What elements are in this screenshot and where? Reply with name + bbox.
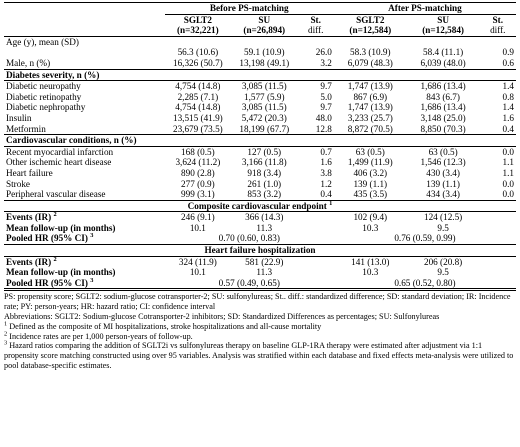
cell: 102 (9.4) [334,212,407,223]
cell [480,212,516,223]
cell: 0.0 [502,189,514,200]
footnote-mark: 3 [90,277,94,284]
cell: 890 (2.8) [181,167,215,178]
col-n-stdiff-before: diff. [297,25,333,36]
cell: 11.3 [256,267,273,278]
table-row [4,146,516,157]
cell: 63 (0.5) [428,146,458,157]
footnote-mark: 2 [53,211,57,219]
cell: 8,872 (70.5) [347,123,393,134]
cell: 9.7 [320,102,332,113]
results-table [4,2,516,289]
cell: 59.1 (10.9) [243,47,285,58]
table-notes [4,290,516,370]
table-row [4,168,516,179]
cell: 324 (11.9) [165,256,231,267]
cell: 0.8 [502,91,514,102]
col-stdiff-before: St. [310,14,321,25]
cell: 3,624 (11.2) [175,157,221,168]
cell: 206 (20.8) [407,256,480,267]
row-label: Diabetic neuropathy [6,81,81,92]
male-row [4,58,516,69]
cell: 11.3 [256,222,273,233]
cell: 16,326 (50.7) [172,57,223,68]
cell: 1,686 (13.4) [420,102,466,113]
cell: 867 (6.9) [353,91,388,102]
cell [297,256,333,267]
hr-before-cell: 0.57 (0.49, 0.65) [165,278,334,289]
column-n-row [4,25,516,36]
cell: 9.5 [437,267,449,278]
cell: 141 (13.0) [334,256,407,267]
row-label: Mean follow-up (in months) [6,222,116,233]
after-matching-header: After PS-matching [334,3,516,15]
col-n-su-after: (n=12,584) [407,25,480,36]
footnote-mark: 2 [53,256,57,263]
group-header-row [4,3,516,15]
cell: 434 (3.4) [426,189,460,200]
cell: 4,754 (14.8) [175,102,221,113]
table-row [4,157,516,168]
hf-header-row [4,245,516,257]
cell: 3.8 [320,167,332,178]
age-label-row [4,36,516,47]
cell: 435 (3.5) [353,189,388,200]
hf-title: Heart failure hospitalization [4,245,516,257]
cell [297,223,333,234]
cell: 1.1 [502,157,514,168]
cell: 277 (0.9) [181,178,215,189]
hr-after-cell: 0.76 (0.59, 0.99) [394,233,456,244]
row-label: Metformin [6,123,46,134]
cell: 12.8 [315,123,332,134]
row-label: Peripheral vascular disease [6,189,106,200]
cell: 5,472 (20.3) [241,112,287,123]
row-label: Events (IR) $^2$ [4,256,165,267]
col-n-sglt2-before: (n=32,221) [165,25,231,36]
cell: 48.0 [315,112,332,123]
cell: 1.4 [502,81,514,92]
abbreviation-note: Abbreviations: SGLT2: Sodium-glucose Cotransporter-2 inhibitors; SD: Standardized Differences as percentages; SU: Sulfonylureas [4,312,440,322]
table-row [4,113,516,124]
cell: 999 (3.1) [181,189,215,200]
cell: 3,233 (25.7) [347,112,393,123]
cell: 0.6 [502,57,514,68]
cell: 10.3 [362,222,379,233]
cell: 9.7 [320,81,332,92]
cell: 1.1 [502,167,514,178]
section-header-diabetes [4,69,516,81]
pooled-hr-row [4,233,516,244]
section-title: Diabetes severity, n (%) [4,69,516,81]
table-row [4,102,516,113]
cell: 3,148 (25.0) [420,112,466,123]
followup-row [4,223,516,234]
footnote-mark: 2 [4,329,8,337]
cell: 261 (1.0) [247,178,282,189]
cell: 1.4 [502,102,514,113]
table-row [4,179,516,190]
cell: 430 (3.4) [426,167,460,178]
cell: 0.4 [502,123,514,134]
cell: 1,686 (13.4) [420,81,466,92]
col-su-before: SU [258,14,271,25]
table-row [4,92,516,103]
cell: 10.1 [189,267,206,278]
cell: 246 (9.1) [165,212,231,223]
cell: 13,515 (41.9) [172,112,223,123]
cell: 0.7 [320,146,332,157]
footnote: $^3$ Hazard ratios comparing the addition of SGLT2i vs sulfonylureas therapy on baseline GLP-1RA therapy were estimated after adjustment via 1:1 propensity score matching constructed using over 95 variables. Analysis was stratified within each database and fixed effects meta-analysis were utilized to pool database-specific estimates. [4,339,514,371]
cell [297,212,333,223]
cell: 1,577 (5.9) [243,91,285,102]
row-label: Pooled HR (95% CI) $^3$ [4,278,165,289]
cell: 918 (3.4) [247,167,282,178]
col-stdiff-after: St. [492,14,503,25]
before-matching-header: Before PS-matching [165,3,334,15]
hr-before-cell: 0.70 (0.60, 0.83) [218,233,280,244]
table-row [4,189,516,200]
row-label: Recent myocardial infarction [6,146,114,157]
cell [480,256,516,267]
footnote-mark: 3 [4,339,8,347]
cell: 6,079 (48.3) [347,57,393,68]
cell: 58.3 (10.9) [350,47,391,58]
row-label: Stroke [6,178,30,189]
cell: 168 (0.5) [181,146,215,157]
col-su-after: SU [437,14,449,25]
cell: 1,747 (13.9) [347,81,393,92]
cell [480,223,516,234]
footnote-mark: 1 [329,200,333,207]
footnote: $^2$ Incidence rates are per 1,000 person-years of follow-up. [4,329,193,341]
section-title: Cardiovascular conditions, n (%) [4,135,516,147]
table-row [4,124,516,135]
cell: 139 (1.1) [353,178,388,189]
row-label: Heart failure [6,167,53,178]
cell: 23,679 (73.5) [172,123,223,134]
table-row [4,81,516,92]
cell: 6,039 (48.0) [420,57,466,68]
cell: 3,085 (11.5) [241,81,287,92]
pooled-hr-row [4,278,516,289]
cell: 0.0 [502,178,514,189]
cell: 13,198 (49.1) [239,57,290,68]
cell: 1,499 (11.9) [347,157,393,168]
column-header-row [4,14,516,25]
row-label: Insulin [6,112,32,123]
row-label: Age (y), mean (SD) [6,36,79,47]
cell: 8,850 (70.3) [420,123,466,134]
cell: 0.0 [502,146,514,157]
cell [480,267,516,278]
cell: 581 (22.9) [231,256,297,267]
cell: 124 (12.5) [407,212,480,223]
row-label: Events (IR) $^2$ [4,212,165,223]
cell: 1,747 (13.9) [347,102,393,113]
cell: 1.2 [320,178,332,189]
footnote: $^1$ Defined as the composite of MI hospitalizations, stroke hospitalizations and all-cause mortality [4,320,322,331]
cell: 4,754 (14.8) [175,81,221,92]
cell: 1.6 [320,157,332,168]
cell: 9.5 [437,222,449,233]
cell [297,267,333,278]
row-label: Diabetic retinopathy [6,91,82,102]
abbreviation-note: PS: propensity score; SGLT2: sodium-glucose cotransporter-2; SU: sulfonylureas; St.. diff.: standardized difference; SD: standard deviation; IR: Incidence rate; PY: person-years; HR: hazard ratio; CI: confidence interval [4,292,511,312]
footnote-mark: 1 [4,320,8,328]
cell: 63 (0.5) [355,146,385,157]
col-n-stdiff-after: diff. [480,25,516,36]
cell: 406 (3.2) [353,167,388,178]
cell: 26.0 [315,47,332,58]
cell: 853 (3.2) [247,189,282,200]
col-n-su-before: (n=26,894) [231,25,297,36]
row-label: Mean follow-up (in months) [6,267,116,278]
hr-after-cell: 0.65 (0.52, 0.80) [334,278,516,289]
cell: 58.4 (11.1) [423,47,464,58]
composite-title: Composite cardiovascular endpoint $^1$ [4,200,516,212]
events-row [4,212,516,223]
cell: 3,085 (11.5) [241,102,287,113]
col-sglt2-before: SGLT2 [183,14,212,25]
cell: 1,546 (12.3) [420,157,466,168]
events-row [4,256,516,267]
cell: 2,285 (7.1) [177,91,219,102]
cell: 56.3 (10.6) [177,47,219,58]
cell: 10.1 [189,222,206,233]
cell: 10.3 [362,267,379,278]
cell: 3,166 (11.8) [241,157,287,168]
followup-row [4,267,516,278]
col-sglt2-after: SGLT2 [356,14,385,25]
section-header-cardio [4,135,516,147]
cell: 0.4 [320,189,332,200]
col-n-sglt2-after: (n=12,584) [334,25,407,36]
row-label: Other ischemic heart disease [6,157,112,168]
cell: 18,199 (67.7) [239,123,290,134]
cell: 0.9 [502,47,514,58]
cell: 139 (1.1) [426,178,460,189]
row-label: Pooled HR (95% CI) $^3$ [6,233,94,244]
cell: 5.0 [320,91,332,102]
cell: 127 (0.5) [247,146,282,157]
row-label: Diabetic nephropathy [6,102,86,113]
cell: 843 (6.7) [426,91,460,102]
cell: 1.6 [502,112,514,123]
footnote-mark: 3 [90,233,94,240]
cell: 366 (14.3) [231,212,297,223]
age-values-row [4,47,516,58]
cell: 3.2 [320,57,332,68]
composite-header-row [4,200,516,212]
row-label: Male, n (%) [6,57,51,68]
